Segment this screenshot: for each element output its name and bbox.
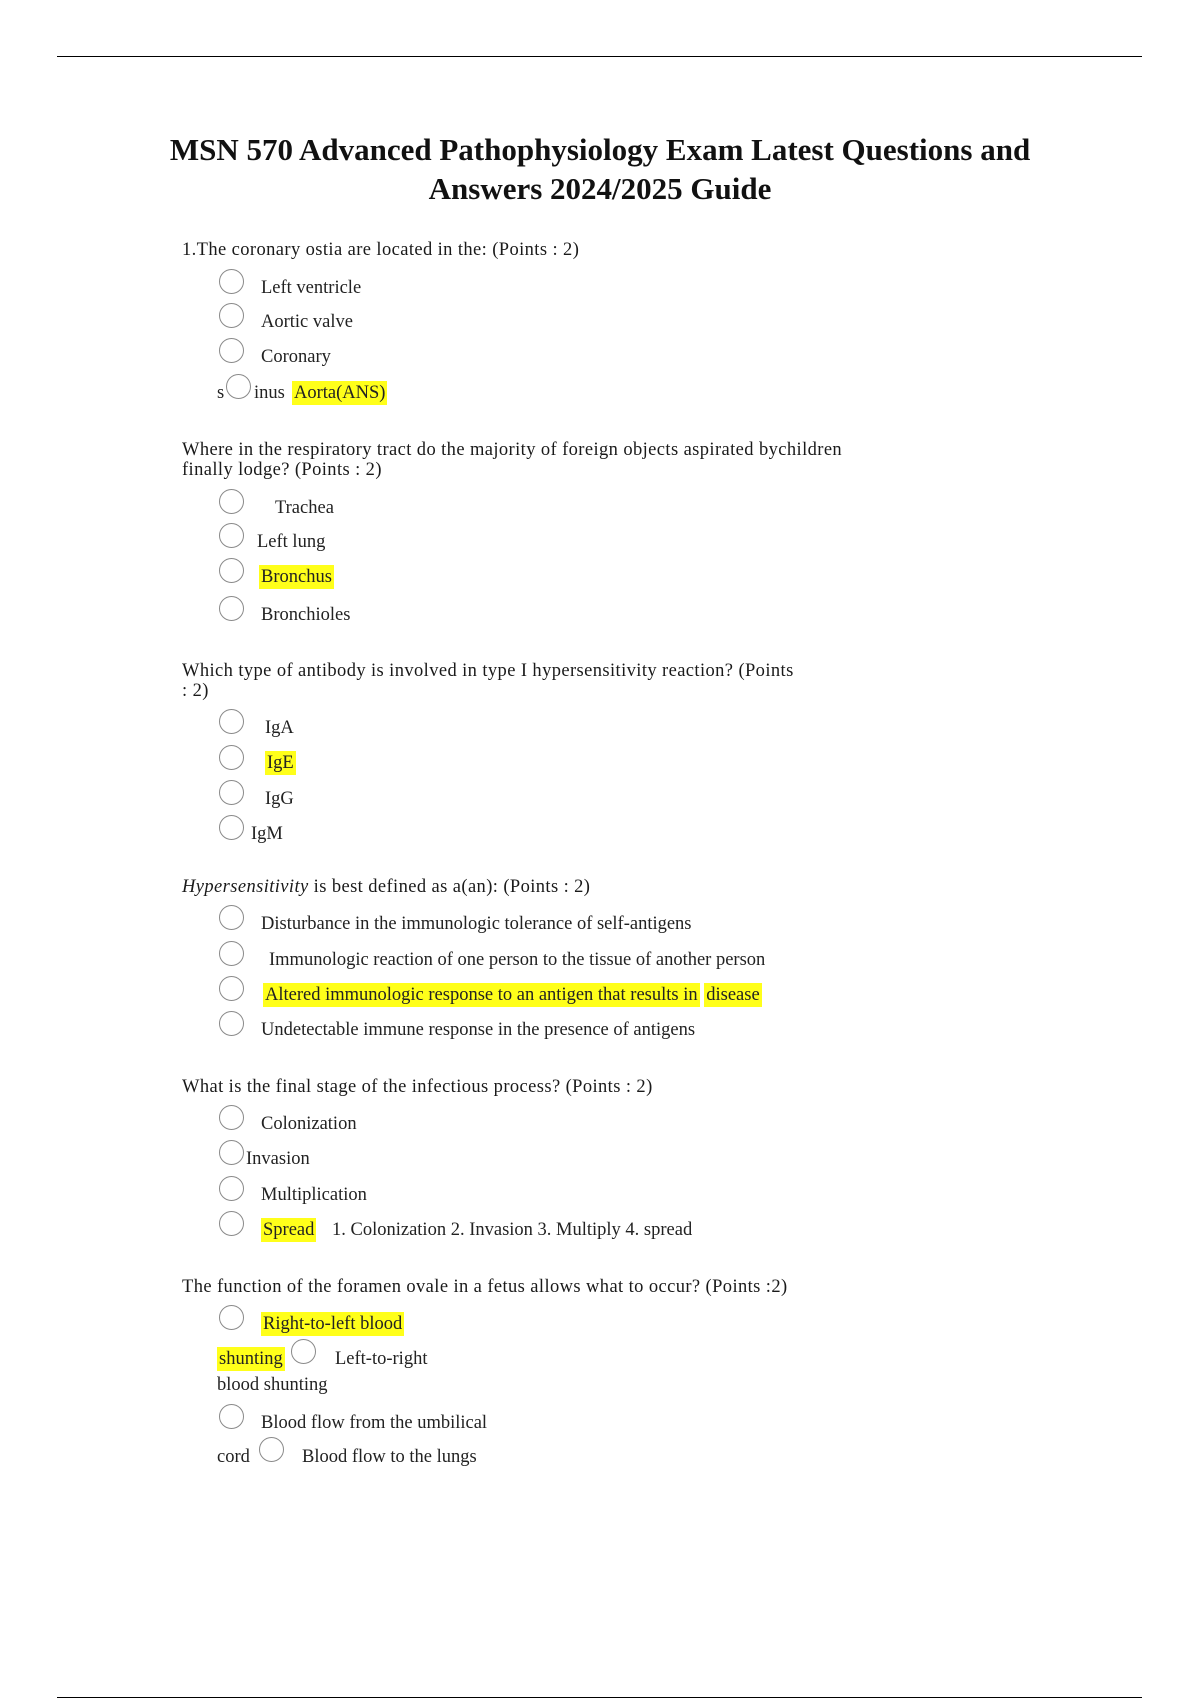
- answer-highlight: [292, 382, 387, 404]
- radio-button[interactable]: [219, 815, 244, 840]
- radio-button[interactable]: [226, 374, 251, 399]
- option-label: Left lung: [257, 532, 326, 552]
- title-line-2: Answers 2024/2025 Guide: [428, 171, 772, 206]
- radio-button[interactable]: [219, 1404, 244, 1429]
- answer-highlight: [265, 752, 296, 774]
- question-4-prompt: [182, 877, 1042, 897]
- answer-highlight: [261, 1313, 404, 1335]
- option-label: Blood flow to the lungs: [302, 1447, 477, 1467]
- question-2-prompt: [182, 440, 1042, 480]
- option-label: cord: [217, 1447, 250, 1467]
- option-label: Undetectable immune response in the presence of antigens: [261, 1020, 696, 1040]
- radio-button[interactable]: [219, 1176, 244, 1201]
- radio-button[interactable]: [219, 780, 244, 805]
- question-3-prompt: [182, 661, 1042, 701]
- option-label: IgM: [251, 824, 283, 844]
- radio-button[interactable]: [259, 1437, 284, 1462]
- option-label: Invasion: [246, 1149, 310, 1169]
- bottom-rule: [57, 1697, 1142, 1698]
- highlighted-answer: disease: [706, 985, 760, 1005]
- radio-button[interactable]: [219, 1105, 244, 1130]
- top-rule: [57, 56, 1142, 57]
- question-6-prompt: The function of the foramen ovale in a fetus allows what to occur? (Points :2): [182, 1277, 788, 1297]
- option-label: Blood flow from the umbilical: [261, 1413, 488, 1433]
- radio-button[interactable]: [219, 1011, 244, 1036]
- option-label: Left-to-right: [335, 1349, 428, 1369]
- radio-button[interactable]: [219, 745, 244, 770]
- option-label: Disturbance in the immunologic tolerance of self-antigens: [261, 914, 692, 934]
- option-label: inus: [254, 383, 285, 403]
- option-label: s: [217, 383, 225, 403]
- highlighted-answer: Spread: [263, 1220, 315, 1240]
- answer-note: 1. Colonization 2. Invasion 3. Multiply 4. spread: [332, 1220, 693, 1240]
- option-label: blood shunting: [217, 1375, 328, 1395]
- radio-button[interactable]: [219, 1140, 244, 1165]
- highlighted-answer: IgE: [267, 753, 294, 773]
- option-label: Colonization: [261, 1114, 357, 1134]
- radio-button[interactable]: [219, 1211, 244, 1236]
- question-1-prompt: 1.The coronary ostia are located in the: (Points : 2): [182, 240, 580, 260]
- radio-button[interactable]: [219, 1305, 244, 1330]
- radio-button[interactable]: [219, 523, 244, 548]
- radio-button[interactable]: [219, 489, 244, 514]
- title-line-1: MSN 570 Advanced Pathophysiology Exam Latest Questions and: [169, 132, 1031, 167]
- option-label: Multiplication: [261, 1185, 367, 1205]
- radio-button[interactable]: [219, 596, 244, 621]
- option-label: Left ventricle: [261, 278, 362, 298]
- prompt-text: is best defined as a(an): (Points : 2): [308, 877, 591, 897]
- radio-button[interactable]: [219, 905, 244, 930]
- prompt-line: Which type of antibody is involved in type I hypersensitivity reaction? (Points: [182, 661, 794, 681]
- option-label: Bronchioles: [261, 605, 351, 625]
- answer-highlight: [259, 566, 334, 588]
- highlighted-answer: Aorta(ANS): [294, 383, 386, 403]
- answer-highlight: [217, 1348, 285, 1370]
- option-label: Coronary: [261, 347, 331, 367]
- answer-highlight: [261, 1219, 316, 1241]
- italic-term: Hypersensitivity: [182, 877, 309, 897]
- radio-button[interactable]: [219, 558, 244, 583]
- radio-button[interactable]: [219, 338, 244, 363]
- prompt-line: : 2): [182, 681, 209, 701]
- prompt-line: finally lodge? (Points : 2): [182, 460, 382, 480]
- radio-button[interactable]: [219, 303, 244, 328]
- radio-button[interactable]: [219, 269, 244, 294]
- radio-button[interactable]: [219, 976, 244, 1001]
- radio-button[interactable]: [219, 941, 244, 966]
- answer-highlight: [263, 984, 762, 1006]
- question-5-prompt: What is the final stage of the infectious process? (Points : 2): [182, 1077, 653, 1097]
- highlighted-answer: shunting: [219, 1349, 283, 1369]
- option-label: Trachea: [275, 498, 334, 518]
- radio-button[interactable]: [291, 1339, 316, 1364]
- highlighted-answer: Bronchus: [261, 567, 332, 587]
- option-label: IgG: [265, 789, 294, 809]
- prompt-line: Where in the respiratory tract do the majority of foreign objects aspirated bychildren: [182, 440, 843, 460]
- option-label: Immunologic reaction of one person to the tissue of another person: [269, 950, 766, 970]
- document-title: [100, 130, 1100, 208]
- highlighted-answer: Altered immunologic response to an antigen that results in: [265, 985, 698, 1005]
- highlighted-answer: Right-to-left blood: [263, 1314, 403, 1334]
- option-label: IgA: [265, 718, 294, 738]
- radio-button[interactable]: [219, 709, 244, 734]
- option-label: Aortic valve: [261, 312, 353, 332]
